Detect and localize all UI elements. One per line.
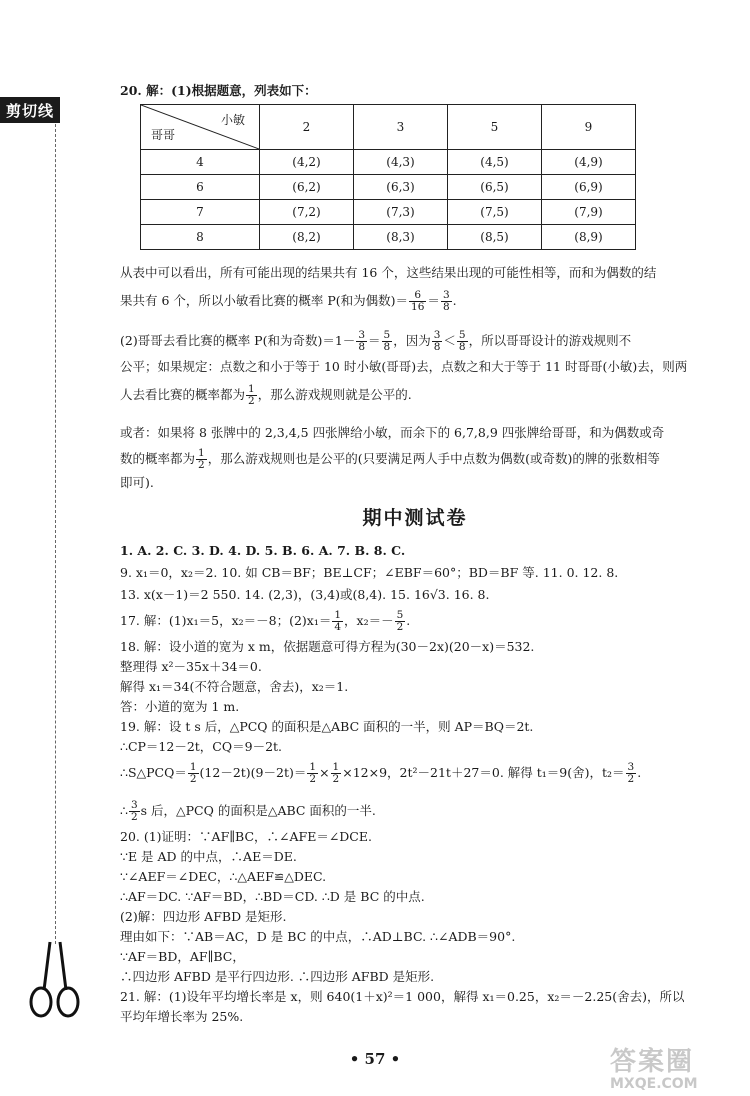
table-header-row	[141, 105, 636, 150]
answers-line-7: 解得 x₁＝34(不符合题意，舍去)，x₂＝1.	[120, 679, 349, 694]
section-title: 期中测试卷	[362, 507, 468, 529]
table-cell: (7,5)	[448, 200, 542, 225]
para2-line2: 公平；如果规定：点数之和小于等于 10 时小敏(哥哥)去，点数之和大于等于 11 时哥哥(小敏)去，则两	[120, 359, 688, 374]
table-cell: (4,5)	[448, 150, 542, 175]
answers-line-2: 9. x₁＝0，x₂＝2. 10. 如 CB＝BF；BE⊥CF；∠EBF＝60°；BD＝BF 等. 11. 0. 12. 8.	[120, 565, 619, 580]
watermark-logo	[610, 1048, 750, 1096]
para1-line1: 从表中可以看出，所有可能出现的结果共有 16 个，这些结果出现的可能性相等，而和为偶数的结	[120, 265, 657, 280]
answers-line-21: 21. 解：(1)设年平均增长率是 x，则 640(1＋x)²＝1 000，解得 x₁＝0.25，x₂＝－2.25(舍去)，所以	[120, 989, 685, 1004]
table-row-header: 4	[141, 150, 260, 175]
table-col-header: 3	[354, 105, 448, 150]
corner-label-top: 小敏	[220, 113, 245, 127]
table-row-header: 7	[141, 200, 260, 225]
answers-line-13: 20. (1)证明：∵AF∥BC，∴∠AFE＝∠DCE.	[120, 829, 372, 844]
watermark-url: MXQE.COM	[610, 1076, 698, 1092]
answers-line-6: 整理得 x²－35x＋34＝0.	[120, 659, 262, 674]
page-number: • 57 •	[349, 1050, 401, 1068]
outcome-table	[140, 104, 636, 250]
cut-line-divider	[55, 124, 56, 944]
table-row	[141, 225, 636, 250]
table-row-header: 8	[141, 225, 260, 250]
table-row	[141, 175, 636, 200]
para3-line2: 数的概率都为 $\frac{1}{2}$ ，那么游戏规则也是公平的(只要满足两人手中点数为偶数(或奇数)的牌的张数相等	[120, 447, 660, 471]
answers-line-1: 1. A. 2. C. 3. D. 4. D. 5. B. 6. A. 7. B. 8. C.	[120, 543, 406, 558]
para2-line3: 人去看比赛的概率都为 $\frac{1}{2}$ ，那么游戏规则就是公平的.	[120, 383, 412, 407]
watermark-title: 答案圈	[610, 1047, 695, 1077]
table-col-header: 5	[448, 105, 542, 150]
answers-line-18: 理由如下：∵AB＝AC，D 是 BC 的中点，∴AD⊥BC. ∴∠ADB＝90°.	[120, 929, 516, 944]
answers-line-14: ∵E 是 AD 的中点，∴AE＝DE.	[120, 849, 297, 864]
table-row-header: 6	[141, 175, 260, 200]
table-cell: (7,2)	[260, 200, 354, 225]
table-cell: (8,2)	[260, 225, 354, 250]
corner-label-bottom: 哥哥	[151, 128, 176, 142]
table-cell: (6,3)	[354, 175, 448, 200]
table-cell: (6,5)	[448, 175, 542, 200]
answers-line-12: ∴ $\frac{3}{2}$ s 后，△PCQ 的面积是△ABC 面积的一半.	[120, 799, 376, 823]
table-corner-cell	[141, 105, 260, 150]
answers-line-17: (2)解：四边形 AFBD 是矩形.	[120, 909, 287, 924]
table-row	[141, 200, 636, 225]
answers-line-3: 13. x(x－1)＝2 550. 14. (2,3)，(3,4)或(8,4). 15. 16√3. 16. 8.	[120, 587, 490, 602]
fraction-6-16: $\frac{6}{16}$	[411, 289, 425, 313]
answers-line-22: 平均年增长率为 25%.	[120, 1009, 244, 1024]
answers-line-19: ∵AF＝BD，AF∥BC，	[120, 949, 245, 964]
answers-line-10: ∴CP＝12－2t，CQ＝9－2t.	[120, 739, 283, 754]
para1-line2: 果共有 6 个，所以小敏看比赛的概率 P(和为偶数)＝ $\frac{6}{16}$ ＝ $\frac{3}{8}$ .	[120, 289, 457, 313]
answers-line-4: 17. 解：(1)x₁＝5，x₂＝－8；(2)x₁＝ $\frac{1}{4}$ ，x₂＝－ $\frac{5}{2}$ .	[120, 609, 411, 633]
para3-line1: 或者：如果将 8 张牌中的 2,3,4,5 四张牌给小敏，而余下的 6,7,8,9 四张牌给哥哥，和为偶数或奇	[120, 425, 665, 440]
table-cell: (4,9)	[542, 150, 636, 175]
table-cell: (6,9)	[542, 175, 636, 200]
table-col-header: 9	[542, 105, 636, 150]
answers-line-5: 18. 解：设小道的宽为 x m，依据题意可得方程为(30－2x)(20－x)＝532.	[120, 639, 535, 654]
table-cell: (8,5)	[448, 225, 542, 250]
table-row	[141, 150, 636, 175]
answers-line-9: 19. 解：设 t s 后，△PCQ 的面积是△ABC 面积的一半，则 AP＝BQ＝2t.	[120, 719, 534, 734]
table-cell: (4,2)	[260, 150, 354, 175]
table-cell: (7,9)	[542, 200, 636, 225]
q20-intro: 20. 解：(1)根据题意，列表如下：	[120, 83, 317, 98]
answers-line-15: ∵∠AEF＝∠DEC，∴△AEF≌△DEC.	[120, 869, 327, 884]
fraction-3-8: $\frac{3}{8}$	[442, 289, 450, 313]
table-col-header: 2	[260, 105, 354, 150]
table-cell: (6,2)	[260, 175, 354, 200]
cut-line-label: 剪切线	[0, 97, 60, 123]
answers-line-11: ∴S△PCQ＝ $\frac{1}{2}$ (12－2t)(9－2t)＝ $\frac{1}{2}$ × $\frac{1}{2}$ ×12×9，2t²－21t＋27＝0. 解得 t₁＝9(舍)，t₂＝ $\frac{3}{2}$ .	[120, 761, 642, 785]
table-cell: (7,3)	[354, 200, 448, 225]
scissors-icon	[28, 940, 80, 1020]
table-cell: (4,3)	[354, 150, 448, 175]
table-cell: (8,9)	[542, 225, 636, 250]
answers-line-20: ∴四边形 AFBD 是平行四边形. ∴四边形 AFBD 是矩形.	[120, 969, 435, 984]
answers-line-8: 答：小道的宽为 1 m.	[120, 699, 240, 714]
table-cell: (8,3)	[354, 225, 448, 250]
para2-line1: (2)哥哥去看比赛的概率 P(和为奇数)＝1－ $\frac{3}{8}$ ＝ $\frac{5}{8}$ ，因为 $\frac{3}{8}$ ＜ $\frac{5}{8}$ ，所以哥哥设计的游戏规则不	[120, 329, 632, 353]
para3-line3: 即可).	[120, 475, 154, 490]
answers-line-16: ∴AF＝DC. ∵AF＝BD，∴BD＝CD. ∴D 是 BC 的中点.	[120, 889, 425, 904]
